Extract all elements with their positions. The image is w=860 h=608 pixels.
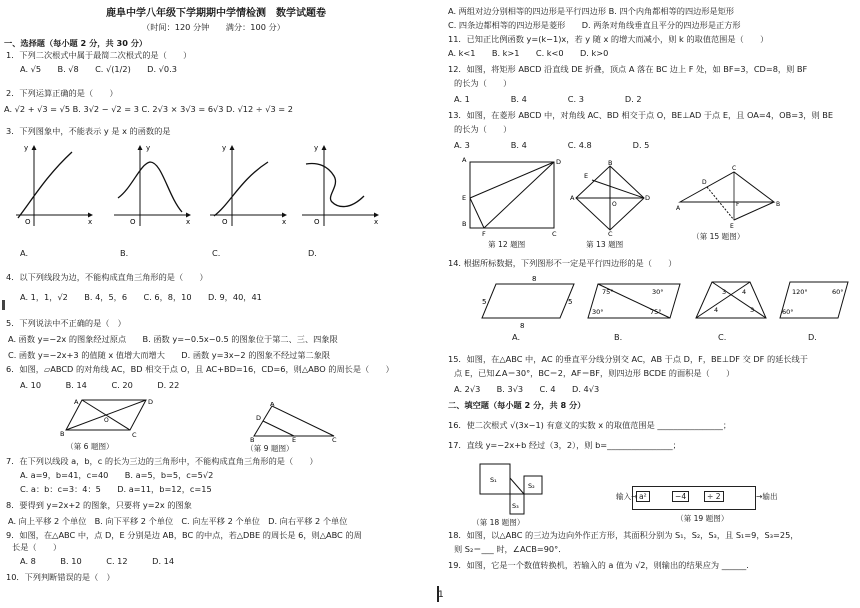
q18-stem: 18．如图，以△ABC 的三边为边向外作正方形，其面积分别为 S₁，S₂，S₃，且 S₁=9，S₃=25， (448, 530, 799, 540)
fig18-s3: S₃ (512, 502, 519, 510)
q9-options: A. 8 B. 10 C. 12 D. 14 (20, 556, 175, 566)
q13-stem: 13．如图，在菱形 ABCD 中，对角线 AC、BD 相交于点 O，BE⊥AD 于点 E，且 OA=4，OB=3，则 BE (448, 110, 834, 120)
fig9-label-a: A (270, 402, 275, 408)
q14d-angle-1: 120° (792, 288, 808, 296)
q5-stem: 5．下列说法中不正确的是（ ） (6, 318, 126, 328)
q5-options-ab: A. 函数 y=−2x 的图象经过原点 B. 函数 y=−0.5x−0.5 的图象位于第二、三、四象限 (8, 334, 338, 344)
fig15-label-a: A (676, 205, 681, 212)
section-choice-title: 一、选择题（每小题 2 分，共 30 分） (4, 38, 148, 48)
fig18-caption: （第 18 题图） (472, 518, 525, 527)
fig6-label-c: C (132, 431, 137, 439)
q14c-seg-3: 4 (714, 306, 719, 314)
q14-figure-b (588, 284, 680, 318)
graph-d (302, 144, 378, 226)
fig19-divide-step: ÷ 2 (704, 491, 724, 502)
q3-graphs-figure (10, 140, 418, 230)
q19-stem: 19．如图，它是一个数值转换机，若输入的 a 值为 √2，则输出的结果应为 ______. (448, 560, 749, 570)
q14c-seg-1: 3 (722, 288, 727, 296)
q1-stem: 1．下列二次根式中属于最简二次根式的是（ ） (6, 50, 192, 60)
svg-text:O: O (222, 218, 228, 226)
q13-stem-continued: 的长为（ ） (454, 124, 512, 134)
svg-text:y: y (222, 144, 227, 152)
fig15-label-c: C (732, 165, 737, 172)
fig13-label-c: C (608, 230, 613, 236)
q14-label-d: D. (808, 332, 817, 342)
fig12-label-d: D (556, 158, 562, 166)
fig9-label-e: E (292, 436, 297, 442)
q14-figure-c (696, 282, 766, 318)
q6-stem: 6．如图，▱ABCD 的对角线 AC，BD 相交于点 O，且 AC+BD=16，CD=6，则△ABO 的周长是（ ） (6, 364, 394, 374)
q15-stem-continued: 点 E，已知∠A＝30°，BC＝2，AF＝BF，则四边形 BCDE 的面积是（ ） (454, 368, 735, 378)
page-number: 1 (438, 590, 444, 600)
q10-options-ab: A. 两组对边分别相等的四边形是平行四边形 B. 四个内角都相等的四边形是矩形 (448, 6, 735, 16)
q7-options-ab: A. a=9，b=41，c=40 B. a=5，b=5，c=5√2 (20, 470, 214, 480)
fig13-label-b: B (608, 160, 613, 167)
q12-stem-continued: 的长为（ ） (454, 78, 512, 88)
q14a-top-length: 8 (532, 275, 537, 283)
q16-stem: 16．使二次根式 √(3x−1) 有意义的实数 x 的取值范围是 ________________； (448, 420, 732, 430)
fig15-label-f: F (736, 201, 740, 208)
q6-options: A. 10 B. 14 C. 20 D. 22 (20, 380, 180, 390)
fig18-squares (466, 458, 556, 520)
q14c-seg-4: 3 (750, 306, 755, 314)
svg-text:y: y (24, 144, 29, 152)
fig13-label-a: A (570, 194, 575, 202)
q9-stem-continued: 长是（ ） (12, 542, 62, 552)
q12-options: A. 1 B. 4 C. 3 D. 2 (454, 94, 642, 104)
fig12-label-b: B (462, 220, 467, 228)
fig12-label-a: A (462, 156, 467, 164)
fig19-converter-box (632, 486, 756, 510)
graph-a (16, 144, 92, 226)
fig9-label-b: B (250, 436, 255, 442)
q3-label-a: A. (20, 248, 29, 258)
q8-stem: 8．要得到 y=2x+2 的图象，只要将 y=2x 的图象 (6, 500, 192, 510)
fig15-caption: （第 15 题图） (692, 232, 745, 241)
q7-options-cd: C. a：b：c=3：4：5 D. a=11，b=12，c=15 (20, 484, 212, 494)
q12-stem: 12．如图，将矩形 ABCD 沿直线 DE 折叠，顶点 A 落在 BC 边上 F 处，如 BF=3，CD=8，则 BF (448, 64, 808, 74)
fig19-output: →输出 (756, 492, 778, 501)
fig6-parallelogram (60, 396, 160, 440)
svg-text:x: x (374, 218, 379, 226)
fig15-label-e: E (730, 223, 734, 230)
q4-stem: 4．以下列线段为边，不能构成直角三角形的是（ ） (6, 272, 208, 282)
fig19-input: 输入→ (616, 492, 638, 501)
q14a-right-length: 5 (568, 298, 573, 306)
fig6-label-b: B (60, 430, 65, 438)
fig13-label-o: O (612, 201, 617, 208)
fig13-caption: 第 13 题图 (586, 240, 624, 249)
q4-options: A. 1，1，√2 B. 4，5，6 C. 6，8，10 D. 9，40，41 (20, 292, 262, 302)
fig19-square-step: a² (636, 491, 650, 502)
fig9-label-c: C (332, 436, 337, 442)
scan-edge-mark (2, 300, 5, 310)
q14a-left-length: 5 (482, 298, 487, 306)
q11-options: A. k<1 B. k>1 C. k<0 D. k>0 (448, 48, 609, 58)
q14b-angle-2: 30° (652, 288, 664, 296)
svg-text:O: O (25, 218, 31, 226)
svg-text:O: O (130, 218, 136, 226)
svg-text:x: x (186, 218, 191, 226)
fig15-label-b: B (776, 201, 781, 208)
fig13-label-e: E (584, 172, 589, 180)
fig9-label-d: D (256, 414, 262, 422)
svg-text:y: y (314, 144, 319, 152)
fig6-caption: （第 6 题图） (66, 442, 114, 451)
q1-options: A. √5 B. √8 C. √(1/2) D. √0.3 (20, 64, 177, 74)
q15-stem: 15．如图，在△ABC 中，AC 的垂直平分线分别交 AC，AB 于点 D，F，BE⊥DF 交 DF 的延长线于 (448, 354, 808, 364)
q18-stem-continued: 则 S₂＝___ 时，∠ACB=90°． (454, 544, 567, 554)
q13-options: A. 3 B. 4 C. 4.8 D. 5 (454, 140, 650, 150)
q14d-angle-2: 60° (832, 288, 844, 296)
fig15-triangle (676, 162, 788, 230)
fig9-triangle (250, 402, 340, 442)
q3-stem: 3．下列图象中，不能表示 y 是 x 的函数的是 (6, 126, 171, 136)
svg-text:O: O (314, 218, 320, 226)
exam-subtitle: （时间：120 分钟 满分：100 分） (142, 22, 285, 32)
fig19-minus-step: −4 (672, 491, 689, 502)
q15-options: A. 2√3 B. 3√3 C. 4 D. 4√3 (454, 384, 600, 394)
fig19-caption: （第 19 题图） (676, 514, 729, 523)
q14b-angle-4: 75° (650, 308, 662, 316)
fig6-label-d: D (148, 398, 154, 406)
q5-options-cd: C. 函数 y=−2x+3 的值随 x 值增大而增大 D. 函数 y=3x−2 的图象不经过第二象限 (8, 350, 331, 360)
fig12-rectangle-fold (452, 156, 562, 238)
q2-options: A. √2 + √3 = √5 B. 3√2 − √2 = 3 C. 2√3 × 3√3 = 6√3 D. √12 ÷ √3 = 2 (4, 104, 293, 114)
fig12-label-c: C (552, 230, 557, 238)
exam-title: 鹿阜中学八年级下学期期中学情检测 数学试题卷 (106, 8, 326, 19)
fig18-s1: S₁ (490, 476, 497, 484)
q2-stem: 2．下列运算正确的是（ ） (6, 88, 118, 98)
fig15-label-d: D (702, 179, 707, 186)
q14a-bottom-length: 8 (520, 322, 525, 330)
fig9-caption: （第 9 题图） (246, 444, 294, 453)
graph-c (210, 144, 286, 226)
q14c-seg-2: 4 (742, 288, 747, 296)
fig12-label-f: F (482, 230, 486, 238)
q9-stem: 9．如图，在△ABC 中，点 D，E 分别是边 AB，BC 的中点，若△DBE 的周长是 6，则△ABC 的周 (6, 530, 362, 540)
q17-stem: 17．直线 y=−2x+b 经过（3，2），则 b=________________； (448, 440, 681, 450)
q3-label-c: C. (212, 248, 221, 258)
q3-label-d: D. (308, 248, 317, 258)
q14b-angle-3: 30° (592, 308, 604, 316)
fig6-label-o: O (104, 417, 109, 424)
q14d-angle-3: 60° (782, 308, 794, 316)
svg-text:x: x (282, 218, 287, 226)
q11-stem: 11．已知正比例函数 y=(k−1)x，若 y 随 x 的增大而减小，则 k 的取值范围是（ ） (448, 34, 769, 44)
fig6-label-a: A (74, 398, 79, 406)
q14-figure-a (482, 275, 574, 330)
q14-label-a: A. (512, 332, 521, 342)
fig12-caption: 第 12 题图 (488, 240, 526, 249)
q14-label-b: B. (614, 332, 623, 342)
section-fill-title: 二、填空题（每小题 2 分，共 8 分） (448, 400, 586, 410)
q10-options-cd: C. 四条边都相等的四边形是菱形 D. 两条对角线垂直且平分的四边形是正方形 (448, 20, 741, 30)
q8-options: A. 向上平移 2 个单位 B. 向下平移 2 个单位 C. 向左平移 2 个单位 D. 向右平移 2 个单位 (8, 516, 348, 526)
fig13-label-d: D (645, 194, 650, 202)
svg-text:y: y (146, 144, 151, 152)
q14b-angle-1: 75° (602, 288, 614, 296)
q3-label-b: B. (120, 248, 129, 258)
fig18-s2: S₂ (528, 482, 535, 490)
q10-stem: 10．下列判断错误的是（ ） (6, 572, 115, 582)
q7-stem: 7．在下列以线段 a，b，c 的长为三边的三角形中，不能构成直角三角形的是（ ） (6, 456, 318, 466)
q14-label-c: C. (718, 332, 727, 342)
q14-figure-d (780, 282, 848, 318)
svg-text:x: x (88, 218, 93, 226)
fig13-rhombus (570, 160, 650, 236)
fig12-label-e: E (462, 194, 467, 202)
q14-stem: 14. 根据所标数据，下列图形不一定是平行四边形的是（ ） (448, 258, 677, 268)
graph-b (114, 144, 190, 226)
